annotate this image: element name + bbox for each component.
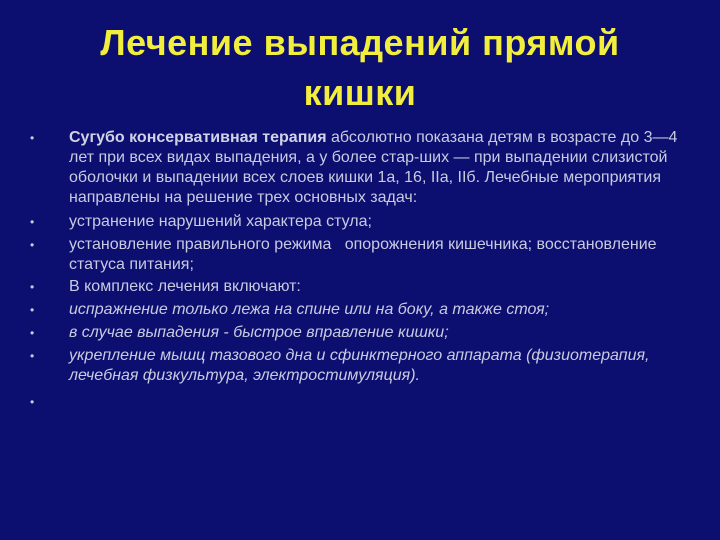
list-item-text: в случае выпадения - быстрое вправление кишки; xyxy=(69,324,449,341)
list-item-text: В комплекс лечения включают: xyxy=(69,278,301,295)
bullet-marker: • xyxy=(30,215,35,229)
list-item xyxy=(26,235,686,275)
slide-title-line-2: кишки xyxy=(303,72,417,113)
list-item-lead: Сугубо консервативная терапия xyxy=(69,129,327,146)
list-item xyxy=(26,277,686,297)
bullet-marker: • xyxy=(30,395,35,409)
bullet-list xyxy=(26,128,686,412)
list-item-text xyxy=(69,346,686,386)
list-item-text: установление правильного режима опорожнения кишечника; восстановление статуса питания; xyxy=(69,236,670,273)
list-item xyxy=(26,212,686,232)
list-item-body: абсолютно показана детям в возрасте до 3—4 лет при всех видах выпадения, а у более стар-ших — при выпадении слизистой оболочки и выпадении всех слоев кишки 1а, 16, IIа, IIб. Лечебные мероприятия направлены на решение трех основных задач: xyxy=(69,129,678,206)
list-item-text: испражнение только лежа на спине или на боку, а также стоя; xyxy=(69,301,550,318)
list-item-body: укрепление мышц тазового дна и сфинктерного аппарата (физиотерапия, лечебная физкультура, электростимуляция). xyxy=(69,347,650,384)
list-item xyxy=(26,346,686,386)
list-item xyxy=(26,300,686,320)
list-item xyxy=(26,392,686,412)
bullet-marker: • xyxy=(30,303,35,317)
list-item xyxy=(26,323,686,343)
bullet-marker: • xyxy=(30,326,35,340)
bullet-marker: • xyxy=(30,238,35,252)
slide-title xyxy=(40,18,680,118)
bullet-marker: • xyxy=(30,131,35,145)
list-item-text xyxy=(69,392,686,412)
list-item-text: устранение нарушений характера стула; xyxy=(69,213,372,230)
list-item xyxy=(26,128,686,208)
list-item-text xyxy=(69,128,686,208)
slide-title-line-1: Лечение выпадений прямой xyxy=(100,22,620,63)
bullet-marker: • xyxy=(30,349,35,363)
bullet-marker: • xyxy=(30,280,35,294)
